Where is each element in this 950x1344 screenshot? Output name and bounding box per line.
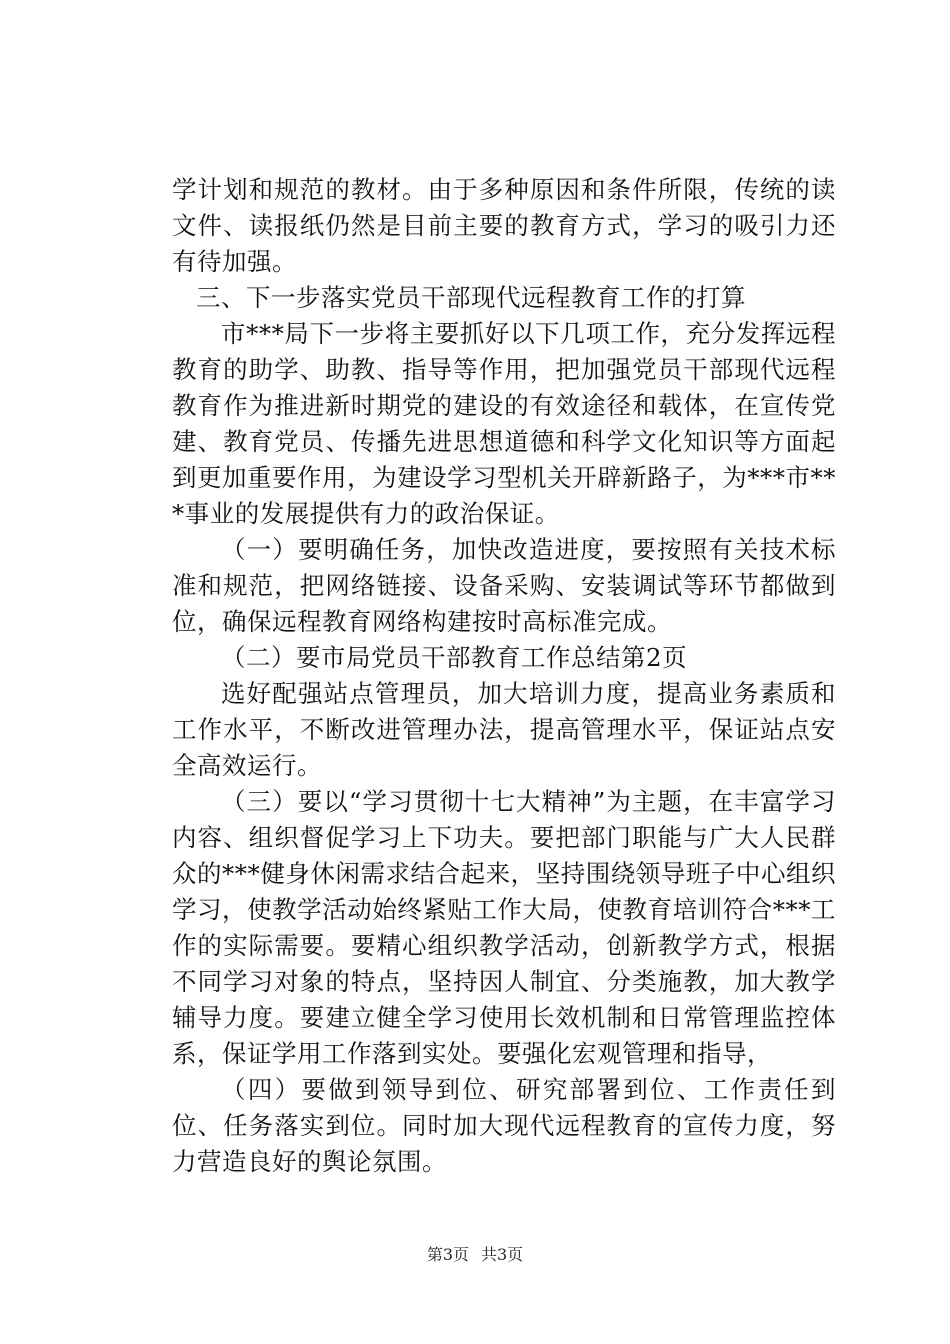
paragraph-item-2-body: 选好配强站点管理员，加大培训力度，提高业务素质和工作水平，不断改进管理办法，提高管理水平，保证站点安全高效运行。 bbox=[172, 679, 836, 780]
document-body bbox=[172, 172, 836, 1180]
paragraph-intro: 市***局下一步将主要抓好以下几项工作，充分发挥远程教育的助学、助教、指导等作用，把加强党员干部现代远程教育作为推进新时期党的建设的有效途径和载体，在宣传党建、教育党员、传播先进思想道德和科学文化知识等方面起到更加重要作用，为建设学习型机关开辟新路子，为***市***事业的发展提供有力的政治保证。 bbox=[172, 319, 836, 528]
paragraph-item-2-title: （二）要市局党员干部教育工作总结第2页 bbox=[221, 643, 688, 672]
paragraph-continuation: 学计划和规范的教材。由于多种原因和条件所限，传统的读文件、读报纸仍然是目前主要的教育方式，学习的吸引力还有待加强。 bbox=[172, 175, 836, 276]
page-total: 共3页 bbox=[481, 1245, 524, 1264]
section-heading: 三、下一步落实党员干部现代远程教育工作的打算 bbox=[196, 283, 746, 312]
paragraph-item-3: （三）要以“学习贯彻十七大精神”为主题，在丰富学习内容、组织督促学习上下功夫。要把部门职能与广大人民群众的***健身休闲需求结合起来，坚持围绕领导班子中心组织学习，使教学活动始终紧贴工作大局，使教育培训符合***工作的实际需要。要精心组织教学活动，创新教学方式，根据不同学习对象的特点，坚持因人制宜、分类施教，加大教学辅导力度。要建立健全学习使用长效机制和日常管理监控体系，保证学用工作落到实处。要强化宏观管理和指导， bbox=[172, 787, 836, 1068]
paragraph-item-1: （一）要明确任务，加快改造进度，要按照有关技术标准和规范，把网络链接、设备采购、安装调试等环节都做到位，确保远程教育网络构建按时高标准完成。 bbox=[172, 535, 836, 636]
page-footer bbox=[0, 1242, 950, 1265]
paragraph-item-4: （四）要做到领导到位、研究部署到位、工作责任到位、任务落实到位。同时加大现代远程教育的宣传力度，努力营造良好的舆论氛围。 bbox=[172, 1075, 836, 1176]
page-number: 第3页 bbox=[426, 1245, 469, 1264]
